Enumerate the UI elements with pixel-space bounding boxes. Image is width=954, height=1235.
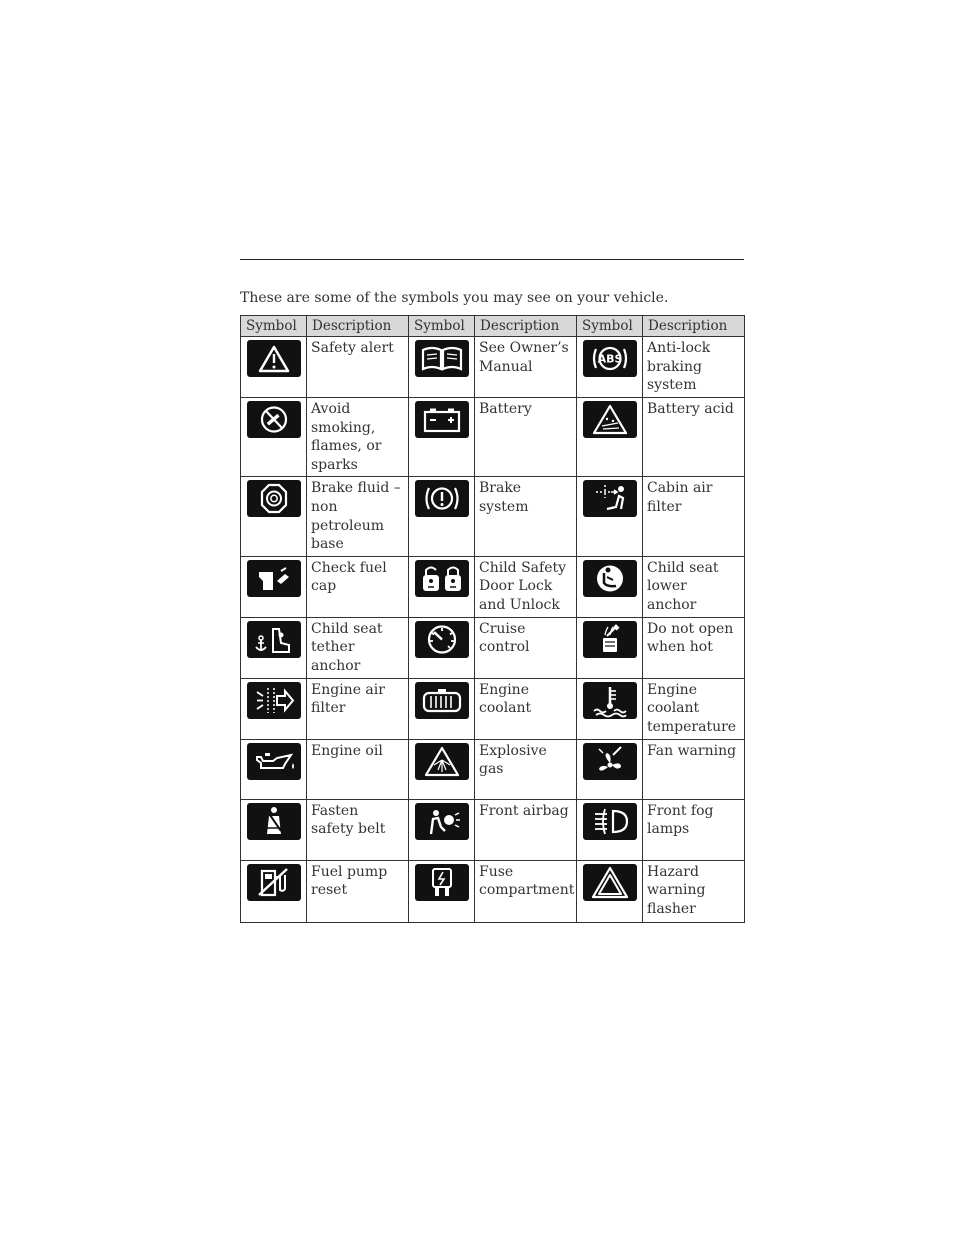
airbag-icon xyxy=(415,803,469,840)
table-row xyxy=(241,556,745,617)
table-row xyxy=(241,398,745,477)
brake-system-icon xyxy=(415,480,469,517)
description-cell: Cruise control xyxy=(475,617,577,678)
header-symbol: Symbol xyxy=(577,316,643,337)
description-cell: Anti-lock braking system xyxy=(643,337,745,398)
engine-air-filter-icon xyxy=(247,682,301,719)
description-cell: Fasten safety belt xyxy=(307,799,409,860)
header-description: Description xyxy=(643,316,745,337)
brake-fluid-icon xyxy=(247,480,301,517)
header-rule xyxy=(240,259,744,260)
table-row xyxy=(241,678,745,739)
fuse-compartment-icon xyxy=(415,864,469,901)
description-cell: Engine coolant xyxy=(475,678,577,739)
description-cell: Front fog lamps xyxy=(643,799,745,860)
fuel-pump-reset-icon xyxy=(247,864,301,901)
description-cell: Engine air filter xyxy=(307,678,409,739)
description-cell: Check fuel cap xyxy=(307,556,409,617)
explosive-gas-icon xyxy=(415,743,469,780)
battery-icon xyxy=(415,401,469,438)
intro-text: These are some of the symbols you may see on your vehicle. xyxy=(240,290,669,306)
table-header-row xyxy=(241,316,745,337)
header-symbol: Symbol xyxy=(241,316,307,337)
header-symbol: Symbol xyxy=(409,316,475,337)
description-cell: Child seat tether anchor xyxy=(307,617,409,678)
description-cell: Fan warning xyxy=(643,739,745,799)
abs-icon xyxy=(583,340,637,377)
table-row xyxy=(241,739,745,799)
description-cell: Safety alert xyxy=(307,337,409,398)
fuel-cap-icon xyxy=(247,560,301,597)
description-cell: Brake system xyxy=(475,477,577,556)
description-cell: See Owner’s Manual xyxy=(475,337,577,398)
description-cell: Engine coolant temperature xyxy=(643,678,745,739)
do-not-open-hot-icon xyxy=(583,621,637,658)
header-description: Description xyxy=(307,316,409,337)
table-row xyxy=(241,477,745,556)
table-row xyxy=(241,337,745,398)
description-cell: Brake fluid – non petroleum base xyxy=(307,477,409,556)
child-lock-icon xyxy=(415,560,469,597)
description-cell: Hazard warning flasher xyxy=(643,860,745,922)
table-row xyxy=(241,799,745,860)
table-row xyxy=(241,860,745,922)
owners-manual-icon xyxy=(415,340,469,377)
table-row xyxy=(241,617,745,678)
coolant-temperature-icon xyxy=(583,682,637,719)
engine-coolant-icon xyxy=(415,682,469,719)
description-cell: Front airbag xyxy=(475,799,577,860)
description-cell: Explosive gas xyxy=(475,739,577,799)
symbols-table xyxy=(240,315,745,923)
battery-acid-icon xyxy=(583,401,637,438)
description-cell: Child seat lower anchor xyxy=(643,556,745,617)
description-cell: Avoid smoking, flames, or sparks xyxy=(307,398,409,477)
description-cell: Battery acid xyxy=(643,398,745,477)
svg-text:ABS: ABS xyxy=(597,352,623,366)
description-cell: Do not open when hot xyxy=(643,617,745,678)
engine-oil-icon xyxy=(247,743,301,780)
fog-lamps-icon xyxy=(583,803,637,840)
cabin-air-filter-icon xyxy=(583,480,637,517)
hazard-flasher-icon xyxy=(583,864,637,901)
cruise-control-icon xyxy=(415,621,469,658)
header-description: Description xyxy=(475,316,577,337)
description-cell: Fuel pump reset xyxy=(307,860,409,922)
safety-alert-icon xyxy=(247,340,301,377)
description-cell: Engine oil xyxy=(307,739,409,799)
description-cell: Cabin air filter xyxy=(643,477,745,556)
child-seat-anchor-icon xyxy=(583,560,637,597)
tether-anchor-icon xyxy=(247,621,301,658)
description-cell: Child Safety Door Lock and Unlock xyxy=(475,556,577,617)
description-cell: Battery xyxy=(475,398,577,477)
fan-warning-icon xyxy=(583,743,637,780)
description-cell: Fuse compartment xyxy=(475,860,577,922)
no-smoking-icon xyxy=(247,401,301,438)
seatbelt-icon xyxy=(247,803,301,840)
